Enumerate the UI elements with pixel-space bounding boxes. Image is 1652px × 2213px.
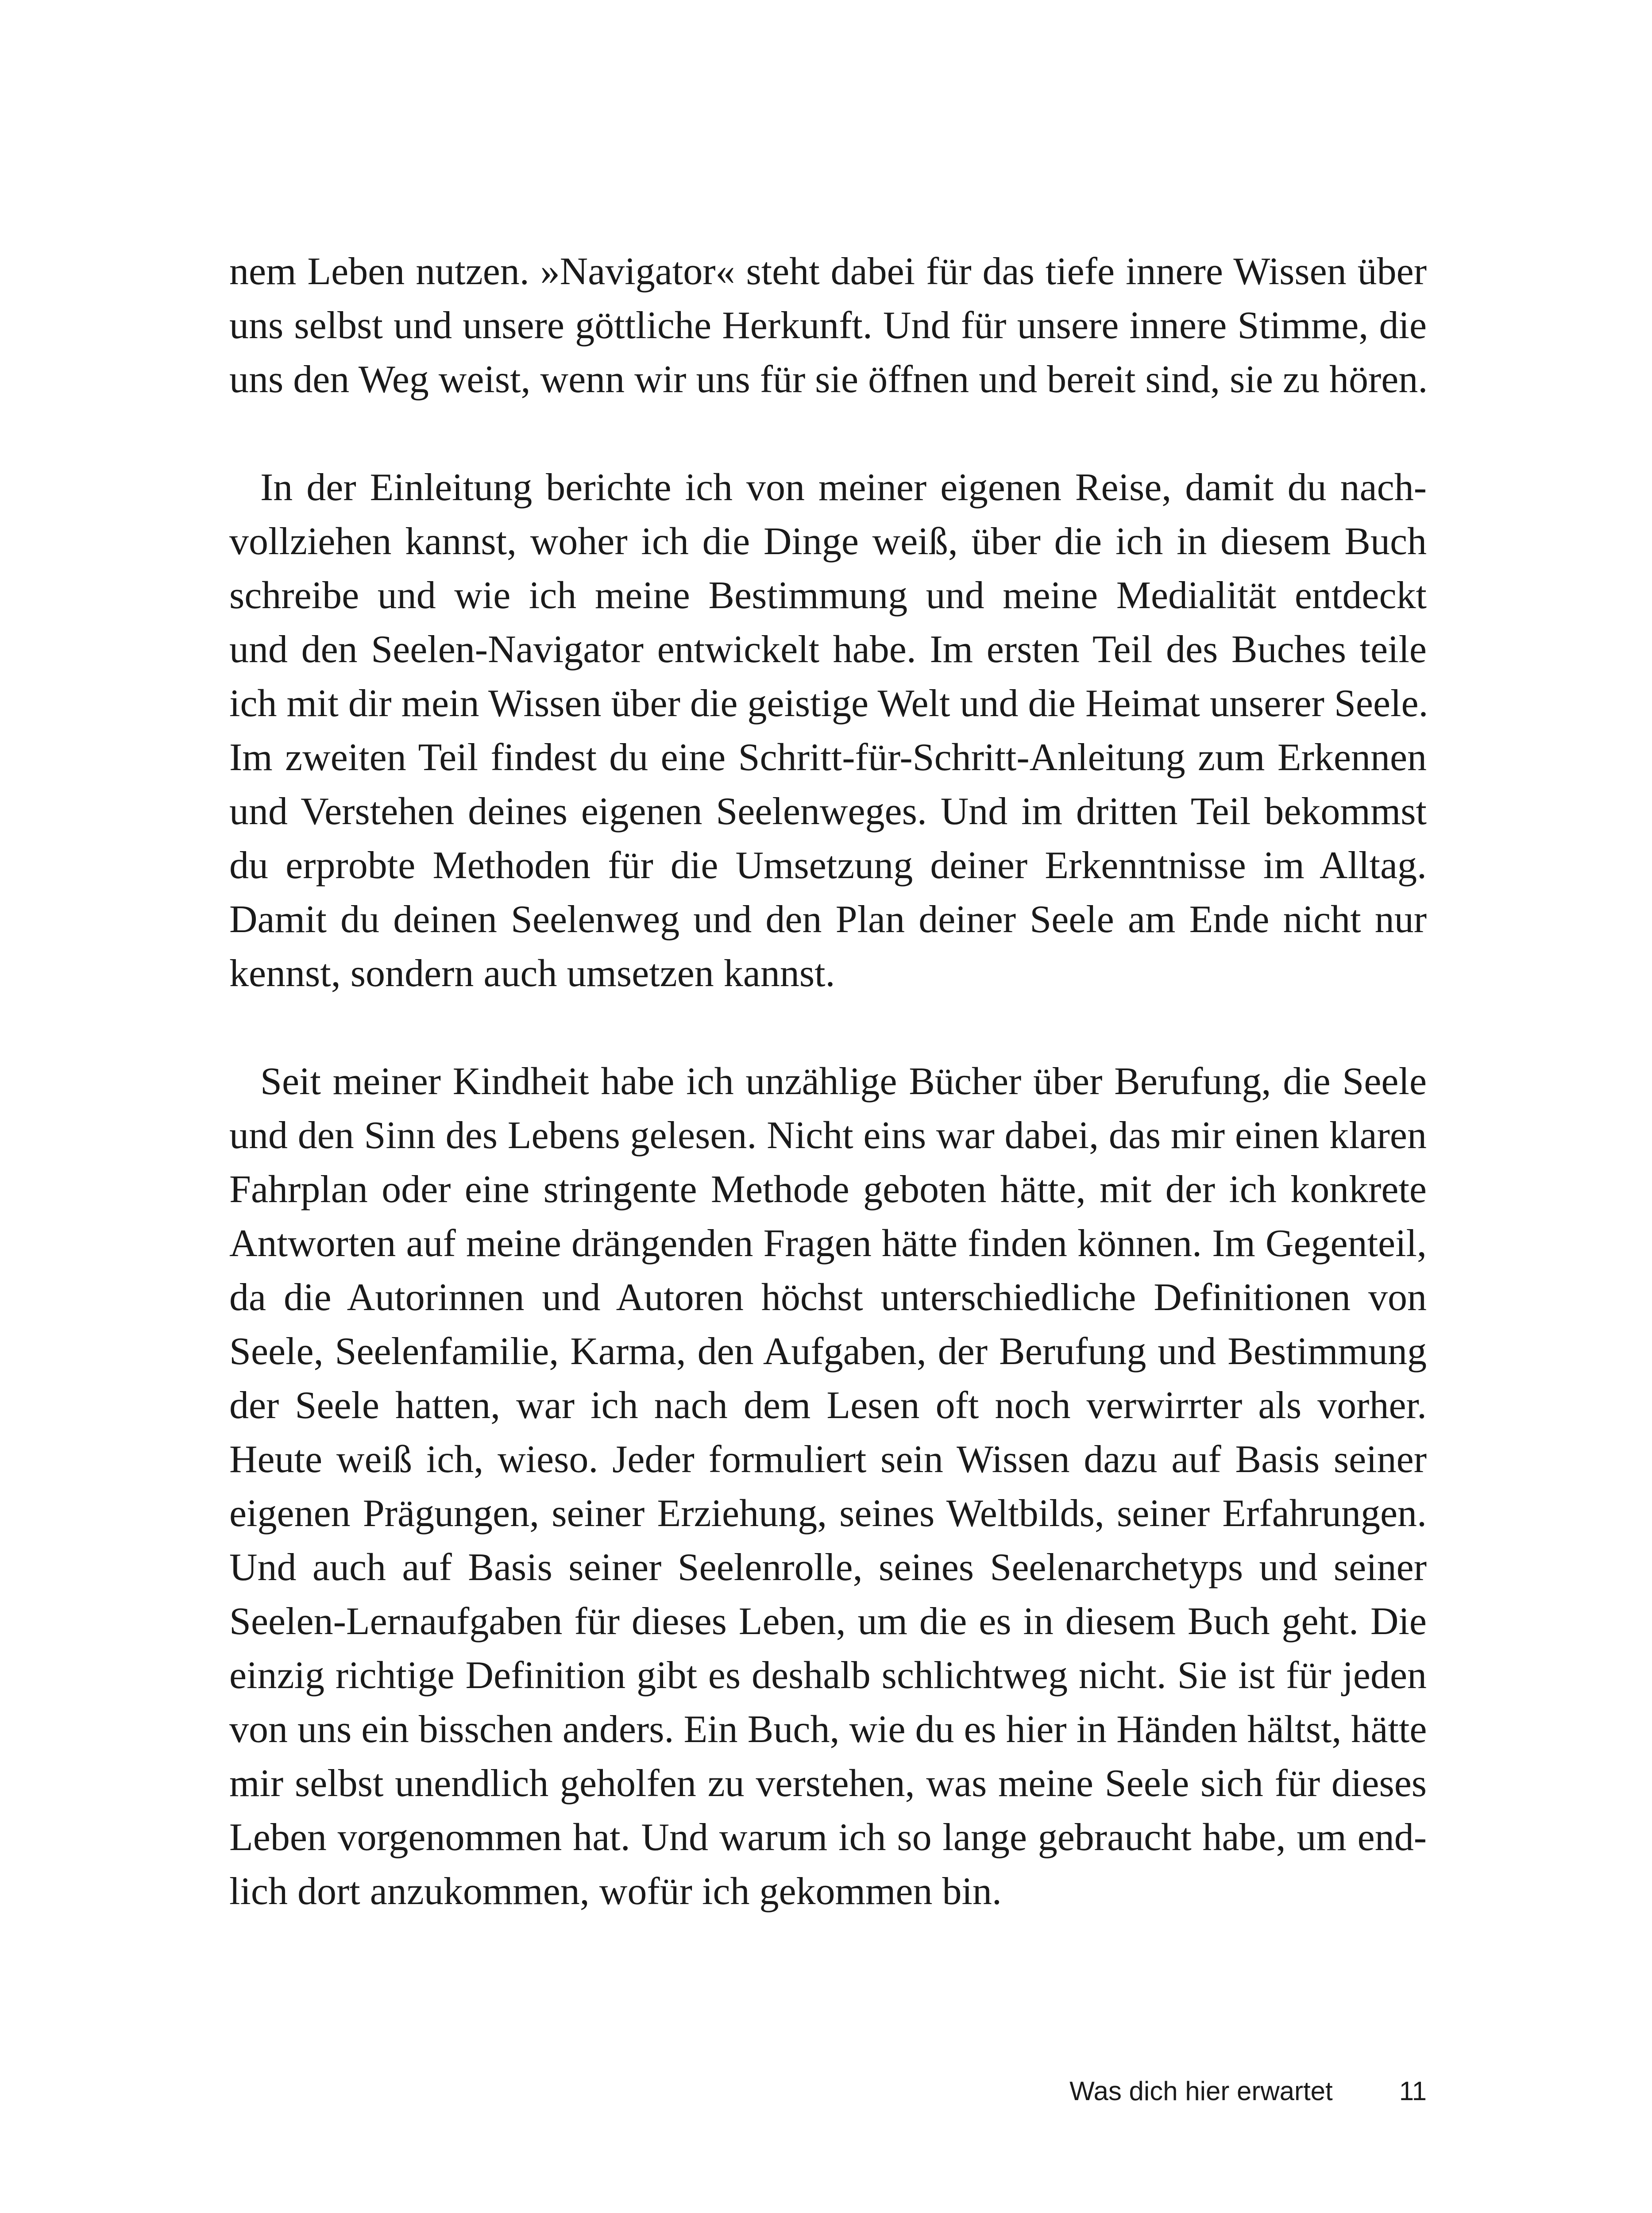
text-line: Fahrplan oder eine stringente Methode geboten hätte, mit der ich konkrete (229, 1168, 1427, 1211)
text-line: und den Seelen-Navigator entwickelt habe. Im ersten Teil des Buches teile (229, 628, 1427, 671)
page-number: 11 (1399, 2076, 1427, 2106)
paragraph (229, 245, 1427, 407)
text-line: Und auch auf Basis seiner Seelenrolle, seines Seelenarchetyps und seiner (229, 1546, 1427, 1589)
text-line: ich mit dir mein Wissen über die geistige Welt und die Heimat unserer Seele. (229, 682, 1428, 725)
text-line: schreibe und wie ich meine Bestimmung und meine Medialität entdeckt (229, 574, 1427, 617)
text-line: vollziehen kannst, woher ich die Dinge weiß, über die ich in diesem Buch (229, 520, 1427, 563)
text-line: der Seele hatten, war ich nach dem Lesen oft noch verwirrter als vorher. (229, 1384, 1427, 1427)
text-line: Seelen-Lernaufgaben für dieses Leben, um die es in diesem Buch geht. Die (229, 1600, 1427, 1643)
text-line: kennst, sondern auch umsetzen kannst. (229, 952, 835, 995)
paragraph (229, 1055, 1427, 1919)
body-text (229, 245, 1427, 1919)
text-line: Damit du deinen Seelenweg und den Plan deiner Seele am Ende nicht nur (229, 898, 1427, 941)
text-line: nem Leben nutzen. »Navigator« steht dabei für das tiefe innere Wissen über (229, 250, 1427, 293)
text-line: einzig richtige Definition gibt es deshalb schlichtweg nicht. Sie ist für jeden (229, 1654, 1427, 1697)
text-line: Seit meiner Kindheit habe ich unzählige Bücher über Berufung, die Seele (260, 1060, 1427, 1103)
text-line: lich dort anzukommen, wofür ich gekommen bin. (229, 1870, 1002, 1913)
text-line: Leben vorgenommen hat. Und warum ich so lange gebraucht habe, um end- (229, 1816, 1427, 1859)
text-line: und den Sinn des Lebens gelesen. Nicht eins war dabei, das mir einen klaren (229, 1114, 1427, 1157)
running-section-title: Was dich hier erwartet (1069, 2076, 1333, 2106)
text-line: uns den Weg weist, wenn wir uns für sie öffnen und bereit sind, sie zu hören. (229, 358, 1428, 401)
text-line: und Verstehen deines eigenen Seelenweges. Und im dritten Teil bekommst (229, 790, 1427, 833)
text-line: Seele, Seelenfamilie, Karma, den Aufgaben, der Berufung und Bestimmung (229, 1330, 1427, 1373)
text-line: In der Einleitung berichte ich von meiner eigenen Reise, damit du nach- (260, 466, 1427, 509)
running-footer (1069, 2074, 1427, 2109)
text-line: Antworten auf meine drängenden Fragen hätte finden können. Im Gegenteil, (229, 1222, 1427, 1265)
text-line: von uns ein bisschen anders. Ein Buch, wie du es hier in Händen hältst, hätte (229, 1708, 1427, 1751)
paragraph (229, 461, 1427, 1001)
text-line: mir selbst unendlich geholfen zu verstehen, was meine Seele sich für dieses (229, 1762, 1427, 1805)
text-line: Heute weiß ich, wieso. Jeder formuliert sein Wissen dazu auf Basis seiner (229, 1438, 1427, 1481)
text-line: uns selbst und unsere göttliche Herkunft. Und für unsere innere Stimme, die (229, 304, 1427, 347)
text-line: da die Autorinnen und Autoren höchst unterschiedliche Definitionen von (229, 1276, 1427, 1319)
text-line: Im zweiten Teil findest du eine Schritt-für-Schritt-Anleitung zum Erkennen (229, 736, 1427, 779)
text-line: eigenen Prägungen, seiner Erziehung, seines Weltbilds, seiner Erfahrungen. (229, 1492, 1427, 1535)
text-line: du erprobte Methoden für die Umsetzung deiner Erkenntnisse im Alltag. (229, 844, 1427, 887)
